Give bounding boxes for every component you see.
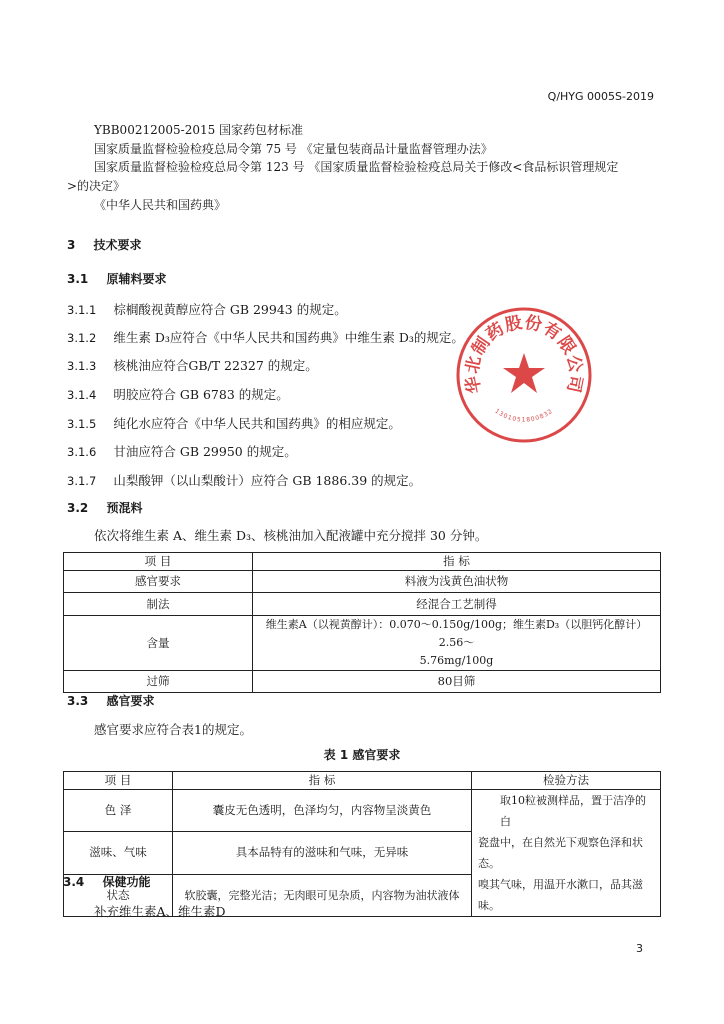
clause-item [67, 413, 401, 432]
table-cell: 色 泽 [64, 790, 173, 832]
seal-text: 华北制药股份有限公司 [462, 312, 586, 396]
reference-line: >的决定》 [67, 179, 126, 193]
clause-item [67, 470, 421, 489]
content-line: 5.76mg/100g [419, 654, 494, 667]
premix-table [63, 552, 661, 693]
table-cell: 料液为浅黄色油状物 [253, 571, 661, 593]
clause-item [67, 441, 297, 460]
table-cell: 经混合工艺制得 [253, 593, 661, 616]
section-number: 3.3 [67, 694, 89, 708]
subsection-heading [67, 692, 154, 709]
method-line: 嗅其气味，用温开水漱口，品其滋味。 [478, 878, 643, 912]
table-row [64, 571, 661, 593]
clause-item [67, 355, 318, 374]
section-title: 感官要求 [106, 694, 155, 708]
clause-text: 维生素 D₃应符合《中华人民共和国药典》中维生素 D₃的规定。 [113, 330, 464, 345]
page-number: 3 [636, 942, 643, 955]
table-header: 指 标 [253, 553, 661, 571]
section-title: 原辅料要求 [106, 272, 167, 286]
clause-text: 甘油应符合 GB 29950 的规定。 [113, 444, 297, 459]
reference-line: 《中华人民共和国药典》 [94, 198, 227, 212]
table-header: 检验方法 [472, 772, 661, 790]
table-cell: 80目筛 [253, 671, 661, 693]
content-line: 维生素A（以视黄醇计）：0.070～0.150g/100g；维生素D₃（以胆钙化醇计）2.56～ [265, 618, 648, 649]
table-cell: 囊皮无色透明，色泽均匀，内容物呈淡黄色 [173, 790, 472, 832]
table-cell: 具本品特有的滋味和气味，无异味 [173, 832, 472, 874]
seal-code: 1301051800832 [493, 407, 555, 424]
table-cell: 状态 [64, 874, 173, 916]
clause-text: 纯化水应符合《中华人民共和国药典》的相应规定。 [113, 416, 401, 431]
table-cell: 软胶囊，完整光洁；无肉眼可见杂质，内容物为油状液体 [173, 874, 472, 916]
table-header: 项 目 [64, 553, 253, 571]
section-title: 技术要求 [93, 238, 142, 252]
clause-number: 3.1.2 [67, 331, 97, 345]
table-cell: 感官要求 [64, 571, 253, 593]
company-seal [454, 305, 594, 445]
section-title: 保健功能 [102, 875, 151, 889]
table-title: 表 1 感官要求 [323, 748, 401, 762]
reference-line: 国家质量监督检验检疫总局令第 75 号 《定量包装商品计量监督管理办法》 [94, 142, 493, 156]
section-title: 预混料 [106, 501, 143, 515]
table-row [64, 790, 661, 832]
table-row [64, 616, 661, 671]
clause-text: 明胶应符合 GB 6783 的规定。 [113, 387, 289, 402]
clause-text: 棕榈酸视黄醇应符合 GB 29943 的规定。 [113, 302, 347, 317]
clause-text: 核桃油应符合GB/T 22327 的规定。 [113, 358, 318, 373]
subsection-heading [67, 499, 142, 516]
section-number: 3.1 [67, 272, 89, 286]
reference-line: YBB00212005-2015 国家药包材标准 [94, 123, 304, 137]
table-row [64, 593, 661, 616]
method-line: 瓷盘中，在自然光下观察色泽和状态。 [478, 836, 643, 870]
document-code: Q/HYG 0005S-2019 [547, 90, 654, 103]
clause-number: 3.1.1 [67, 303, 97, 317]
sensory-table [63, 771, 661, 917]
inspection-method-cell [472, 790, 661, 917]
section-number: 3.2 [67, 501, 89, 515]
section-heading [67, 236, 142, 253]
table-row [64, 671, 661, 693]
table-header: 项 目 [64, 772, 173, 790]
clause-number: 3.1.4 [67, 388, 97, 402]
clause-item [67, 299, 347, 318]
method-line: 取10粒被测样品，置于洁净的白 [500, 794, 646, 828]
clause-item [67, 327, 464, 346]
clause-number: 3.1.6 [67, 445, 97, 459]
table-cell: 过筛 [64, 671, 253, 693]
table-cell: 含量 [64, 616, 253, 671]
clause-number: 3.1.3 [67, 359, 97, 373]
clause-text: 山梨酸钾（以山梨酸计）应符合 GB 1886.39 的规定。 [113, 473, 422, 488]
clause-number: 3.1.5 [67, 417, 97, 431]
table-cell: 制法 [64, 593, 253, 616]
clause-number: 3.1.7 [67, 474, 97, 488]
paragraph: 补充维生素A、维生素D [94, 904, 226, 919]
clause-item [67, 384, 289, 403]
paragraph: 感官要求应符合表1的规定。 [94, 722, 252, 737]
subsection-heading [63, 873, 150, 890]
subsection-heading [67, 270, 166, 287]
section-number: 3.4 [63, 875, 85, 889]
paragraph: 依次将维生素 A、维生素 D₃、核桃油加入配液罐中充分搅拌 30 分钟。 [94, 528, 488, 543]
table-cell: 滋味、气味 [64, 832, 173, 874]
section-number: 3 [67, 238, 76, 252]
table-cell [253, 616, 661, 671]
reference-line: 国家质量监督检验检疫总局令第 123 号 《国家质量监督检验检疫总局关于修改<食品标识管理规定 [94, 160, 619, 174]
star-icon [503, 353, 545, 393]
table-header: 指 标 [173, 772, 472, 790]
